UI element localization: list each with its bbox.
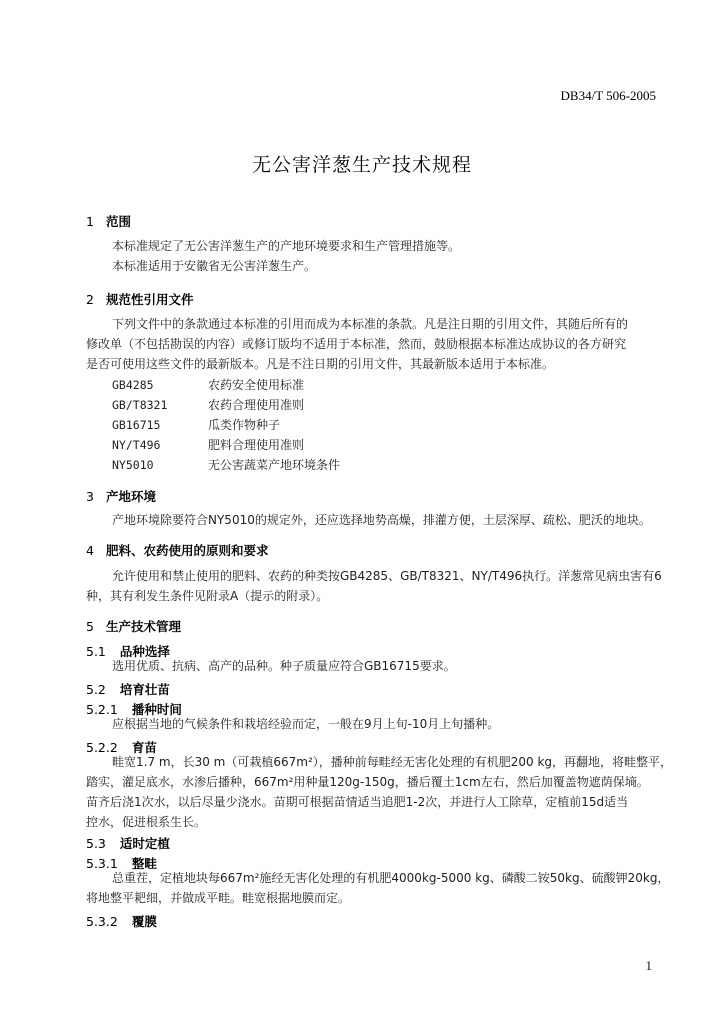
paragraph-line: 下列文件中的条款通过本标准的引用而成为本标准的条款。凡是注日期的引用文件，其随后所有的: [112, 317, 629, 331]
paragraph-line: 畦宽1.7 m，长30 m（可栽植667m²），播种前每畦经无害化处理的有机肥200 kg，再翻地，将畦整平，: [112, 755, 673, 769]
paragraph: 本标准适用于安徽省无公害洋葱生产。: [112, 259, 317, 273]
subsection-heading: 5.2.2 育苗: [86, 740, 157, 755]
paragraph-line: 控水，促进根系生长。: [86, 815, 207, 829]
paragraph-line: 总重茬，定植地块每667m²施经无害化处理的有机肥4000kg-5000 kg、磷酸二铵50kg、硫酸钾20kg，: [112, 871, 670, 885]
paragraph: 本标准规定了无公害洋葱生产的产地环境要求和生产管理措施等。: [112, 239, 461, 253]
paragraph: 选用优质、抗病、高产的品种。种子质量应符合GB16715要求。: [112, 659, 456, 673]
subsection-heading: 5.1 品种选择: [86, 644, 170, 659]
reference-row: GB/T8321 农药合理使用准则: [112, 398, 305, 412]
section-heading-production-environment: 3 产地环境: [86, 489, 157, 504]
page-number: 1: [645, 958, 652, 973]
reference-row: GB4285 农药安全使用标准: [112, 378, 305, 392]
paragraph-line: 踏实，灌足底水，水渗后播种，667m²用种量120g-150g，播后覆土1cm左右，然后加覆盖物遮荫保墒。: [86, 775, 649, 789]
paragraph-line: 将地整平耙细，并做成平畦。畦宽根据地膜而定。: [86, 891, 351, 905]
subsection-heading: 5.2.1 播种时间: [86, 702, 182, 717]
paragraph-line: 苗齐后浇1次水，以后尽量少浇水。苗期可根据苗情适当追肥1-2次，并进行人工除草，定植前15d适当: [86, 795, 629, 809]
section-heading-scope: 1 范围: [86, 214, 132, 229]
paragraph-line: 是否可使用这些文件的最新版本。凡是不注日期的引用文件，其最新版本适用于本标准。: [86, 357, 555, 371]
subsection-heading: 5.3.1 整畦: [86, 856, 157, 871]
subsection-heading: 5.3.2 覆膜: [86, 914, 157, 929]
paragraph-line: 种，其有利发生条件见附录A（提示的附录）。: [86, 589, 329, 603]
standard-code: DB34/T 506-2005: [560, 88, 656, 103]
section-heading-production-management: 5 生产技术管理: [86, 619, 182, 634]
reference-row: NY5010 无公害蔬菜产地环境条件: [112, 458, 341, 472]
subsection-heading: 5.3 适时定植: [86, 836, 170, 851]
paragraph: 应根据当地的气候条件和栽培经验而定，一般在9月上旬-10月上旬播种。: [112, 717, 500, 731]
section-heading-fertilizer-pesticide: 4 肥料、农药使用的原则和要求: [86, 543, 269, 558]
section-heading-normative-references: 2 规范性引用文件: [86, 292, 194, 307]
subsection-heading: 5.2 培育壮苗: [86, 682, 170, 697]
paragraph-line: 修改单（不包括勘误的内容）或修订版均不适用于本标准，然而，鼓励根据本标准达成协议的各方研究: [86, 337, 627, 351]
paragraph-line: 允许使用和禁止使用的肥料、农药的种类按GB4285、GB/T8321、NY/T496执行。洋葱常见病虫害有6: [112, 569, 662, 583]
reference-row: GB16715 瓜类作物种子: [112, 418, 281, 432]
document-title: 无公害洋葱生产技术规程: [251, 154, 472, 176]
reference-row: NY/T496 肥料合理使用准则: [112, 438, 305, 452]
paragraph: 产地环境除要符合NY5010的规定外，还应选择地势高燥，排灌方便，土层深厚、疏松、肥沃的地块。: [112, 513, 651, 527]
